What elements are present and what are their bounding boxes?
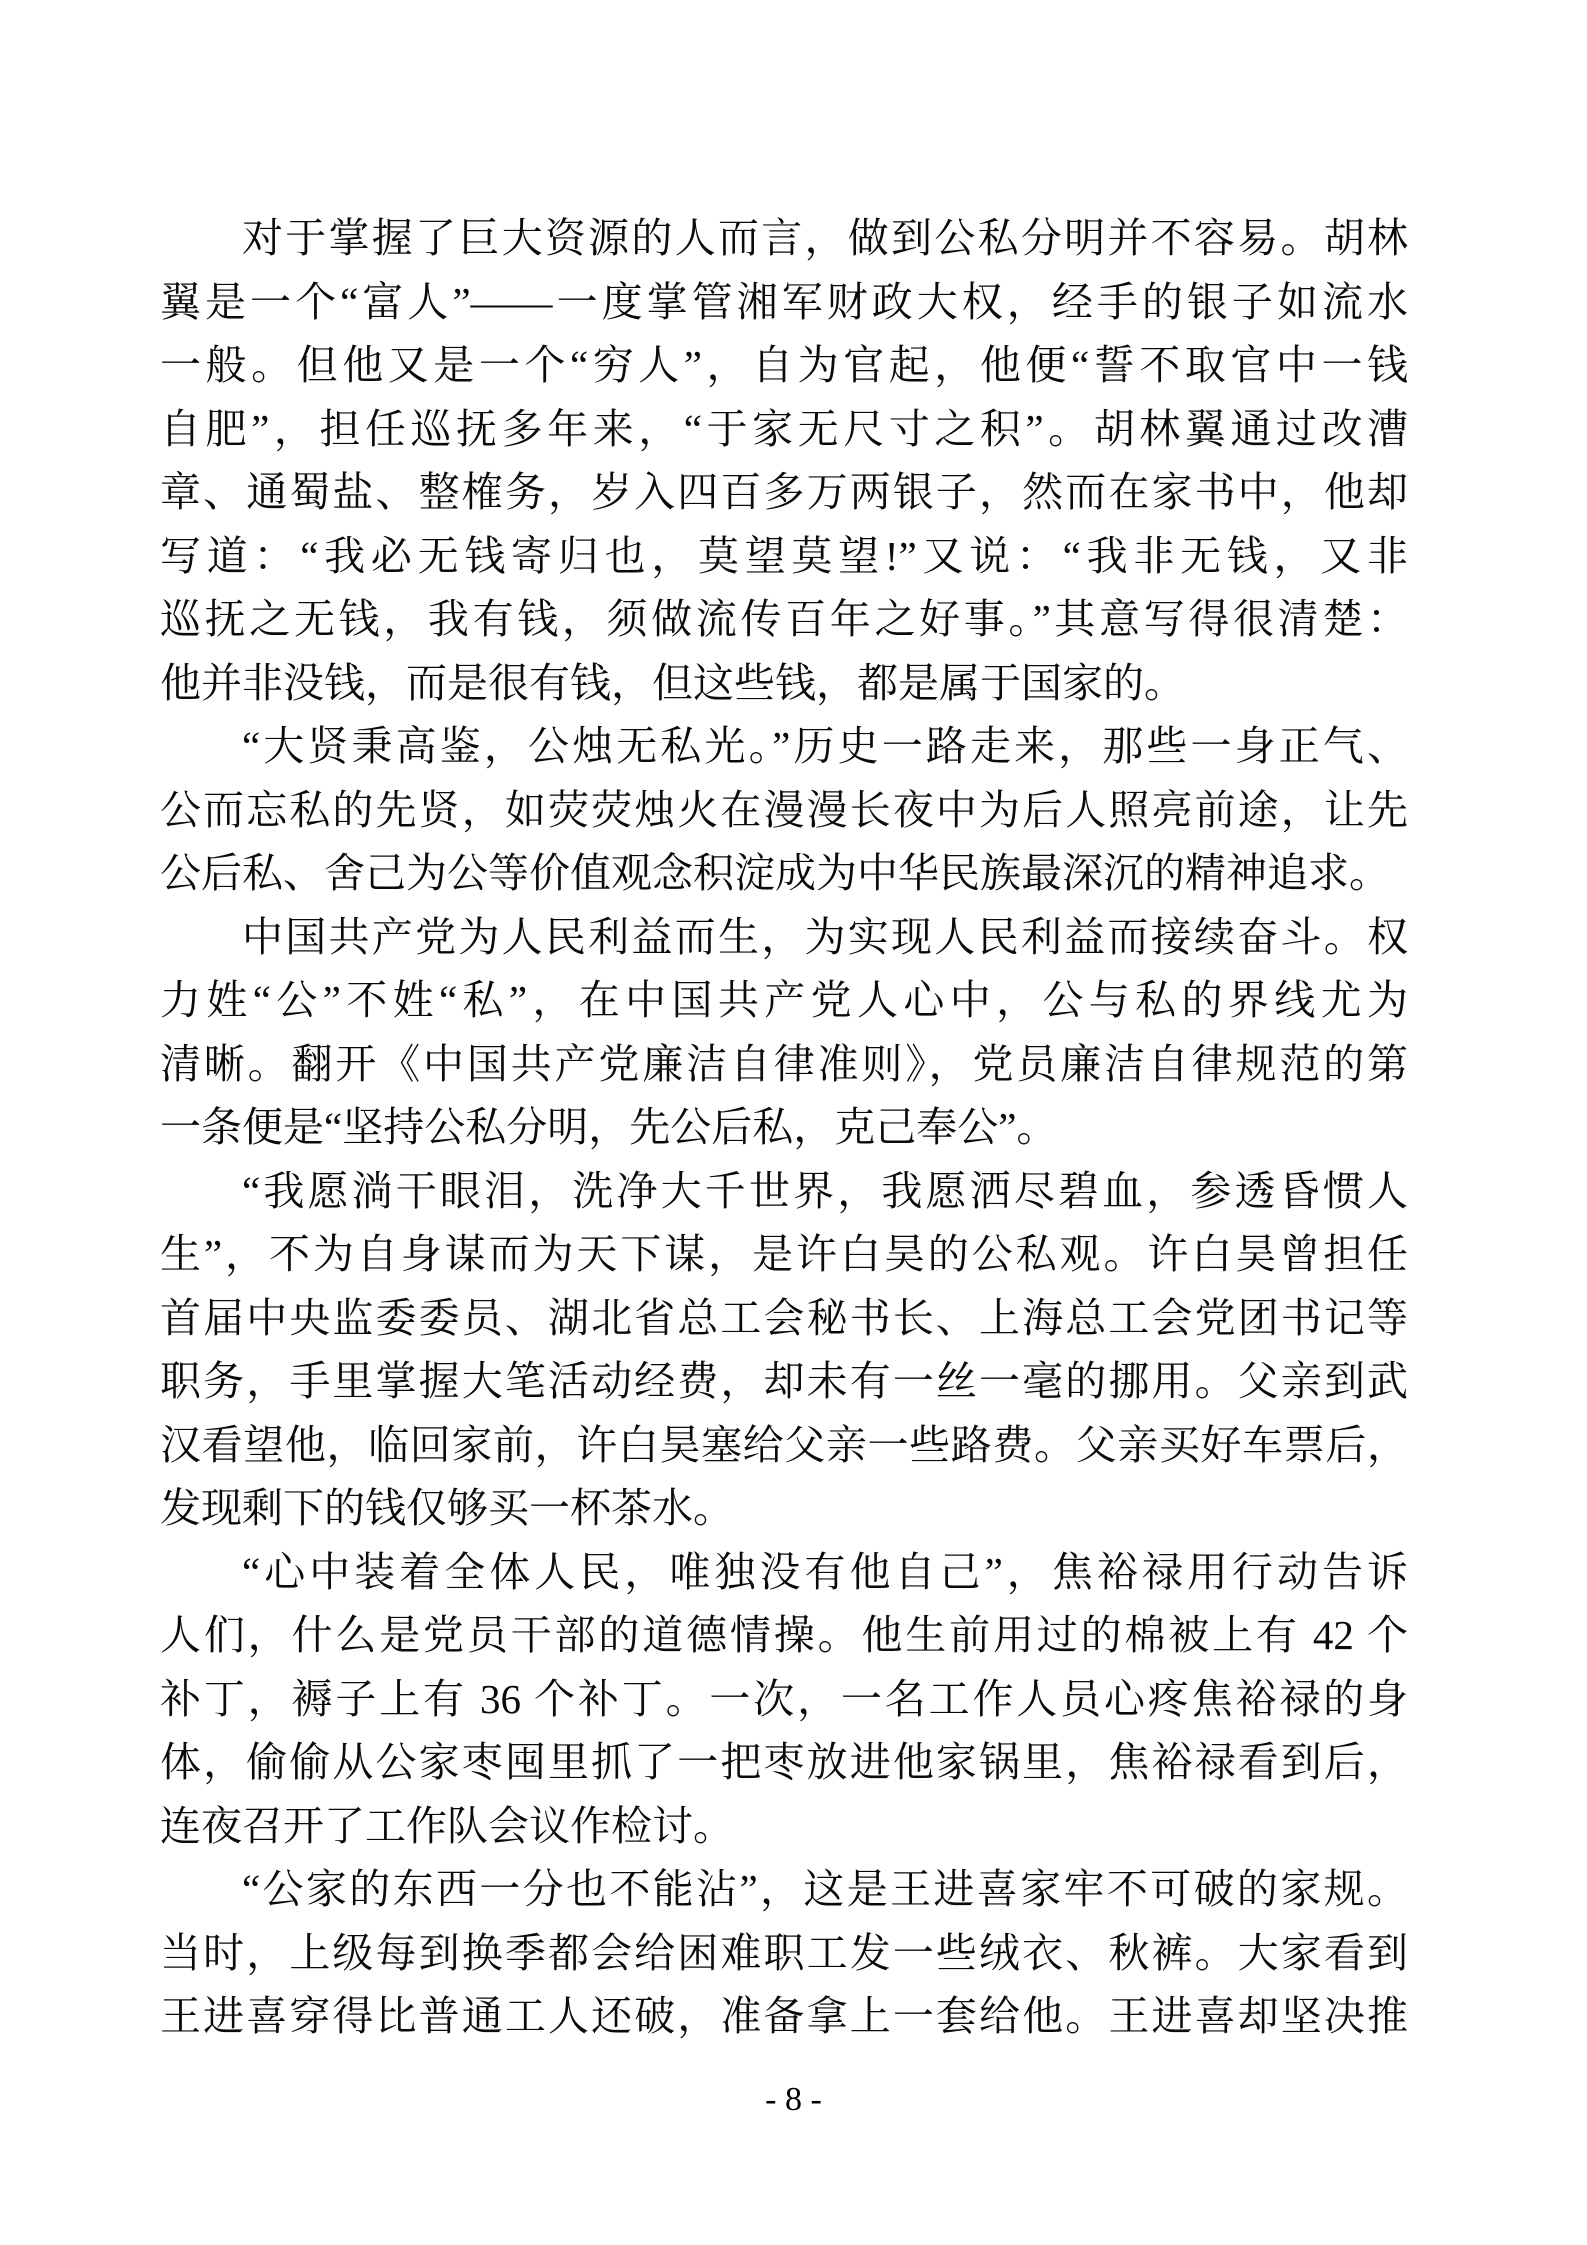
text-line: 当时，上级每到换季都会给困难职工发一些绒衣、秋裤。大家看到 (160, 1929, 1408, 1976)
text-line: “公家的东西一分也不能沾”，这是王进喜家牢不可破的家规。 (242, 1866, 1408, 1912)
text-line: 职务，手里掌握大笔活动经费，却未有一丝一毫的挪用。父亲到武 (160, 1358, 1408, 1404)
text-line: 首届中央监委委员、湖北省总工会秘书长、上海总工会党团书记等 (160, 1294, 1408, 1341)
text-line: 巡抚之无钱，我有钱，须做流传百年之好事。”其意写得很清楚： (160, 596, 1408, 642)
text-line: 发现剩下的钱仅够买一杯茶水。 (160, 1485, 734, 1531)
text-line: 王进喜穿得比普通工人还破，准备拿上一套给他。王进喜却坚决推 (160, 1993, 1408, 2039)
text-line: 自肥”，担任巡抚多年来，“于家无尺寸之积”。胡林翼通过改漕 (160, 405, 1408, 452)
text-line: 公而忘私的先贤，如荧荧烛火在漫漫长夜中为后人照亮前途，让先 (160, 786, 1408, 833)
text-line: “我愿淌干眼泪，洗净大千世界，我愿洒尽碧血，参透昏惯人 (242, 1167, 1408, 1214)
page-number: - 8 - (765, 2081, 822, 2118)
text-line: 一般。但他又是一个“穷人”，自为官起，他便“誓不取官中一钱 (160, 342, 1408, 388)
text-line: 连夜召开了工作队会议作检讨。 (160, 1802, 734, 1849)
text-line: “大贤秉高鉴，公烛无私光。”历史一路走来，那些一身正气、 (242, 723, 1408, 769)
text-block (160, 207, 1408, 2049)
text-line: “心中装着全体人民，唯独没有他自己”，焦裕禄用行动告诉 (242, 1548, 1408, 1595)
text-line: 章、通蜀盐、整榷务，岁入四百多万两银子，然而在家书中，他却 (160, 469, 1408, 515)
text-line: 力姓“公”不姓“私”，在中国共产党人心中，公与私的界线尤为 (160, 977, 1408, 1023)
text-line: 对于掌握了巨大资源的人而言，做到公私分明并不容易。胡林 (242, 215, 1408, 261)
text-line: 写道：“我必无钱寄归也，莫望莫望!”又说：“我非无钱，又非 (160, 532, 1408, 579)
text-line: 汉看望他，临回家前，许白昊塞给父亲一些路费。父亲买好车票后， (160, 1421, 1408, 1468)
text-line: 体，偷偷从公家枣囤里抓了一把枣放进他家锅里，焦裕禄看到后， (160, 1739, 1408, 1785)
text-line: 翼是一个“富人”——一度掌管湘军财政大权，经手的银子如流水 (160, 278, 1408, 325)
text-line: 公后私、舍己为公等价值观念积淀成为中华民族最深沉的精神追求。 (160, 850, 1390, 896)
text-line: 清晰。翻开《中国共产党廉洁自律准则》，党员廉洁自律规范的第 (160, 1040, 1408, 1087)
text-line: 他并非没钱，而是很有钱，但这些钱，都是属于国家的。 (160, 659, 1185, 706)
text-line: 补丁，褥子上有 36 个补丁。一次，一名工作人员心疼焦裕禄的身 (160, 1675, 1408, 1722)
text-line: 中国共产党为人民利益而生，为实现人民利益而接续奋斗。权 (242, 913, 1408, 960)
text-line: 人们，什么是党员干部的道德情操。他生前用过的棉被上有 42 个 (160, 1612, 1408, 1658)
text-line: 生”，不为自身谋而为天下谋，是许白昊的公私观。许白昊曾担任 (160, 1231, 1408, 1277)
text-line: 一条便是“坚持公私分明，先公后私，克己奉公”。 (160, 1104, 1058, 1150)
